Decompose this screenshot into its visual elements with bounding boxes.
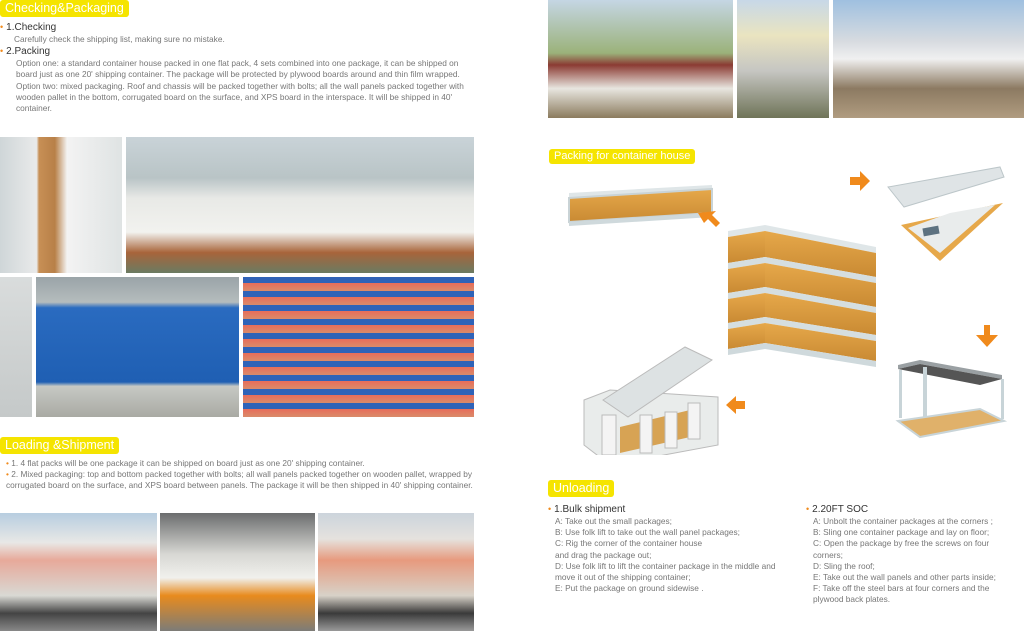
checking-heading: • 1.Checking <box>0 21 478 34</box>
soc-step: D: Sling the roof; <box>813 560 875 571</box>
section-label-checking-packaging: Checking&Packaging <box>0 0 129 17</box>
loading-item-2-text: 2. Mixed packaging: top and bottom packed together with bolts; all wall panels packed together on wooden pallet, wrapped by corrugated board on the surface, and XPS board between panels. The package it will be then shipped in 40' shipping container. <box>6 469 473 491</box>
photo-stacked-flat-packs <box>243 277 474 417</box>
bulk-step: B: Use folk lift to take out the wall panel packages; <box>555 527 740 538</box>
assembled-house-illustration <box>584 347 718 455</box>
photo-warehouse-edge <box>0 277 32 417</box>
section-label-loading-shipment: Loading &Shipment <box>0 437 119 454</box>
arrow-icon <box>976 325 998 347</box>
bulk-step: D: Use folk lift to lift the container package in the middle and move it out of the shipping container; <box>555 560 776 583</box>
soc-block <box>806 503 1022 606</box>
soc-step: F: Take off the steel bars at four corners and the plywood back plates. <box>813 583 990 605</box>
frame-illustration <box>898 360 1004 437</box>
photo-wall-panels-stacked <box>0 137 122 273</box>
soc-step: A: Unbolt the container packages at the corners ; <box>813 516 993 526</box>
photo-workers-unloading <box>833 0 1024 118</box>
loading-item-1-text: 1. 4 flat packs will be one package it can be shipped on board just as one 20' shipping container. <box>11 458 365 468</box>
arrow-icon <box>726 396 745 414</box>
bulk-step: A: Take out the small packages; <box>555 516 672 526</box>
stacked-packs-illustration <box>728 225 876 367</box>
packing-option-one: Option one: a standard container house packed in one flat pack, 4 sets combined into one package, it can be shipped on board just as one 20' shipping container. The package will be protected by plywood boards around and thin film wrapped. <box>16 58 460 80</box>
soc-step: E: Take out the wall panels and other parts inside; <box>813 572 996 583</box>
photo-crane-unloading <box>548 0 733 118</box>
photo-truck-loaded <box>0 513 157 631</box>
soc-heading: • 2.20FT SOC <box>806 503 1022 516</box>
checking-text: Carefully check the shipping list, making sure no mistake. <box>14 34 225 44</box>
photo-truck-with-packs <box>318 513 474 631</box>
bulk-shipment-heading: • 1.Bulk shipment <box>548 503 798 516</box>
soc-step: C: Open the package by free the screws on four corners; <box>813 538 990 560</box>
photo-crane-lifting <box>737 0 829 118</box>
loading-item-1: • 1. 4 flat packs will be one package it can be shipped on board just as one 20' shipping container. <box>6 458 365 468</box>
packing-diagram <box>540 165 1024 455</box>
arrow-icon <box>850 171 870 191</box>
loading-item-2: • 2. Mixed packaging: top and bottom packed together with bolts; all wall panels packed together on wooden pallet, wrapped by corrugated board on the surface, and XPS board between panels. The package it will be then shipped in 40' shipping container. <box>6 469 473 491</box>
packing-heading: • 2.Packing <box>0 45 478 58</box>
bulk-step: E: Put the package on ground sidewise . <box>555 583 704 594</box>
open-pack-illustration <box>888 167 1004 261</box>
soc-step: B: Sling one container package and lay on floor; <box>813 527 990 538</box>
bulk-step: C: Rig the corner of the container house and drag the package out; <box>555 538 703 560</box>
section-label-unloading: Unloading <box>548 480 614 497</box>
bulk-shipment-block <box>548 503 798 594</box>
photo-forklift-loading <box>160 513 315 631</box>
photo-blue-wrapped-packages <box>36 277 239 417</box>
checking-packaging-text <box>0 21 478 114</box>
section-label-packing-diagram: Packing for container house <box>549 149 695 164</box>
packing-option-two: Option two: mixed packaging. Roof and chassis will be packed together with bolts; all the wall panels packed together with wooden pallet in the bottom, corrugated board on the surface, and XPS board in the interspace. It will be shipped in 40' container. <box>16 80 464 114</box>
arrow-icon <box>698 211 720 227</box>
photo-workers-packing-panels <box>126 137 474 273</box>
loading-shipment-text <box>0 458 478 492</box>
flat-pack-illustration <box>569 185 712 226</box>
